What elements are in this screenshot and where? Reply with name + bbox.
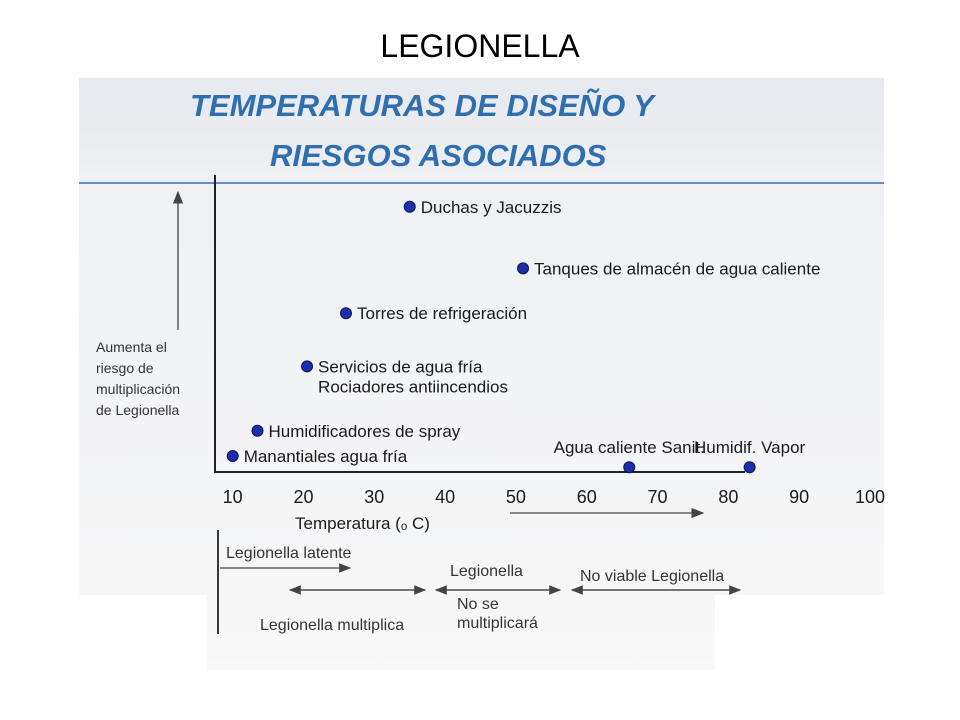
zone-latent-label: Legionella latente — [226, 545, 352, 562]
data-point-label: Humidificadores de spray — [268, 421, 461, 441]
data-point — [518, 263, 529, 274]
data-point — [252, 425, 263, 436]
zone-legionella-label: Legionella — [450, 563, 523, 580]
x-tick-labels — [223, 487, 885, 507]
x-tick-label: 40 — [435, 487, 456, 507]
data-point-label: Manantiales agua fría — [243, 447, 408, 466]
data-point — [227, 451, 238, 462]
zone-no-multiply-label: multiplicará — [457, 615, 538, 632]
x-tick-label: 50 — [505, 487, 526, 507]
x-tick-label: 100 — [854, 487, 886, 507]
x-tick-label: 90 — [789, 487, 810, 507]
x-axis-label: Temperatura (ₒ C) — [295, 514, 430, 533]
data-point — [404, 201, 415, 212]
data-point — [744, 462, 755, 473]
zone-not-viable-label: No viable Legionella — [580, 568, 725, 585]
x-tick-label: 60 — [576, 487, 597, 507]
chart-title-line2: RIESGOS ASOCIADOS — [270, 138, 607, 173]
zone-multiplies-label: Legionella multiplica — [260, 617, 405, 634]
data-point-label: Tanques de almacén de agua caliente — [534, 259, 821, 279]
data-points — [227, 198, 820, 473]
x-tick-label: 30 — [364, 487, 385, 507]
y-axis-label — [96, 339, 180, 418]
chart-title-line1: TEMPERATURAS DE DISEÑO Y — [190, 88, 654, 123]
data-point-label: Duchas y Jacuzzis — [420, 197, 562, 217]
data-point-label: Agua caliente Sanit. — [553, 438, 705, 458]
y-label-line: multiplicación — [96, 381, 181, 397]
x-tick-label: 70 — [647, 487, 668, 507]
data-point — [302, 361, 313, 372]
data-point — [341, 308, 352, 319]
x-tick-label: 80 — [718, 487, 739, 507]
data-point-label: Rociadores antiincendios — [318, 377, 509, 397]
slide-title: LEGIONELLA — [380, 28, 580, 64]
x-tick-label: 10 — [222, 487, 243, 507]
data-point-label: Torres de refrigeración — [357, 304, 528, 324]
data-point-label: Servicios de agua fría — [318, 357, 483, 377]
zone-no-multiply-label: No se — [457, 596, 499, 613]
data-point-label: Humidif. Vapor — [694, 438, 806, 458]
data-point — [624, 462, 635, 473]
y-label-line: riesgo de — [96, 360, 154, 376]
y-label-line: Aumenta el — [96, 339, 167, 355]
y-label-line: de Legionella — [96, 402, 180, 418]
x-tick-label: 20 — [293, 487, 314, 507]
